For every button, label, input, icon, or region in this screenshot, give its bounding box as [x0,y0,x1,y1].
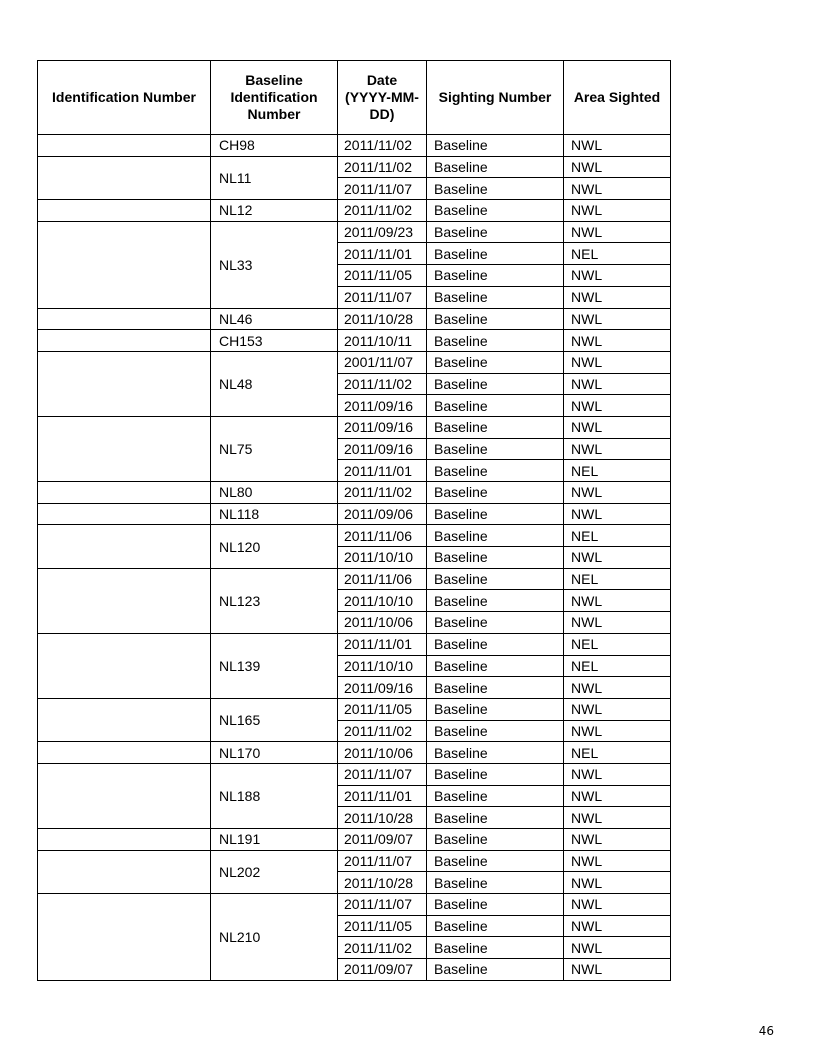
date-cell: 2011/11/05 [338,265,427,287]
area-sighted-cell: NWL [564,612,671,634]
baseline-id-cell: NL123 [211,568,338,633]
identification-number-cell [38,763,211,828]
date-cell: 2011/10/10 [338,547,427,569]
date-cell: 2011/11/02 [338,937,427,959]
date-cell: 2011/11/02 [338,135,427,157]
sighting-number-cell: Baseline [427,395,564,417]
date-cell: 2011/09/07 [338,829,427,851]
table-row [38,829,671,851]
date-cell: 2011/11/02 [338,200,427,222]
sighting-number-cell: Baseline [427,525,564,547]
baseline-id-cell: NL33 [211,221,338,308]
sighting-number-cell: Baseline [427,200,564,222]
date-cell: 2011/11/02 [338,482,427,504]
sighting-number-cell: Baseline [427,135,564,157]
table-row [38,135,671,157]
baseline-id-cell: NL210 [211,894,338,981]
baseline-id-cell: NL80 [211,482,338,504]
sighting-number-cell: Baseline [427,720,564,742]
sighting-number-cell: Baseline [427,547,564,569]
area-sighted-cell: NWL [564,720,671,742]
date-cell: 2011/10/06 [338,742,427,764]
sighting-number-cell: Baseline [427,959,564,981]
sighting-number-cell: Baseline [427,612,564,634]
area-sighted-cell: NEL [564,460,671,482]
area-sighted-cell: NWL [564,395,671,417]
date-cell: 2011/09/16 [338,677,427,699]
date-cell: 2011/10/11 [338,330,427,352]
date-cell: 2011/11/02 [338,720,427,742]
area-sighted-cell: NEL [564,243,671,265]
area-sighted-cell: NWL [564,156,671,178]
area-sighted-cell: NEL [564,633,671,655]
table-row [38,633,671,655]
table-row [38,503,671,525]
sighting-number-cell: Baseline [427,243,564,265]
identification-number-cell [38,698,211,741]
area-sighted-cell: NWL [564,416,671,438]
area-sighted-cell: NWL [564,438,671,460]
area-sighted-cell: NWL [564,547,671,569]
identification-number-cell [38,894,211,981]
identification-number-cell [38,221,211,308]
area-sighted-cell: NWL [564,286,671,308]
baseline-id-cell: CH98 [211,135,338,157]
sighting-number-cell: Baseline [427,416,564,438]
area-sighted-cell: NWL [564,308,671,330]
sighting-number-cell: Baseline [427,698,564,720]
identification-number-cell [38,742,211,764]
date-cell: 2011/09/16 [338,416,427,438]
baseline-id-cell: NL202 [211,850,338,893]
baseline-id-cell: NL120 [211,525,338,568]
baseline-id-cell: NL11 [211,156,338,199]
area-sighted-cell: NEL [564,525,671,547]
date-cell: 2011/09/06 [338,503,427,525]
baseline-id-cell: NL170 [211,742,338,764]
date-cell: 2011/09/23 [338,221,427,243]
area-sighted-cell: NWL [564,698,671,720]
table-row [38,308,671,330]
identification-number-cell [38,525,211,568]
sighting-number-cell: Baseline [427,655,564,677]
date-cell: 2011/11/07 [338,286,427,308]
sighting-number-cell: Baseline [427,351,564,373]
area-sighted-cell: NWL [564,872,671,894]
area-sighted-cell: NWL [564,221,671,243]
identification-number-cell [38,200,211,222]
date-cell: 2011/11/07 [338,178,427,200]
sighting-number-cell: Baseline [427,807,564,829]
baseline-id-cell: NL12 [211,200,338,222]
date-cell: 2011/11/02 [338,373,427,395]
area-sighted-cell: NWL [564,482,671,504]
sighting-number-cell: Baseline [427,785,564,807]
header-area-sighted: Area Sighted [564,61,671,135]
identification-number-cell [38,829,211,851]
area-sighted-cell: NWL [564,829,671,851]
sighting-number-cell: Baseline [427,221,564,243]
area-sighted-cell: NWL [564,590,671,612]
table-row [38,742,671,764]
area-sighted-cell: NWL [564,265,671,287]
date-cell: 2011/10/10 [338,655,427,677]
baseline-id-cell: NL48 [211,351,338,416]
sighting-number-cell: Baseline [427,829,564,851]
sighting-number-cell: Baseline [427,265,564,287]
date-cell: 2011/11/01 [338,633,427,655]
area-sighted-cell: NWL [564,763,671,785]
table-row [38,850,671,872]
area-sighted-cell: NWL [564,373,671,395]
identification-number-cell [38,156,211,199]
date-cell: 2011/11/01 [338,785,427,807]
area-sighted-cell: NWL [564,135,671,157]
baseline-id-cell: CH153 [211,330,338,352]
area-sighted-cell: NWL [564,351,671,373]
baseline-id-cell: NL188 [211,763,338,828]
sighting-number-cell: Baseline [427,308,564,330]
date-cell: 2011/11/06 [338,525,427,547]
sighting-number-cell: Baseline [427,633,564,655]
page-number: 46 [758,1024,774,1038]
sighting-number-cell: Baseline [427,677,564,699]
header-baseline-identification-number: Baseline Identification Number [211,61,338,135]
baseline-id-cell: NL46 [211,308,338,330]
date-cell: 2011/11/02 [338,156,427,178]
table-row [38,698,671,720]
area-sighted-cell: NEL [564,655,671,677]
date-cell: 2011/11/07 [338,850,427,872]
baseline-id-cell: NL75 [211,416,338,481]
area-sighted-cell: NEL [564,568,671,590]
area-sighted-cell: NWL [564,915,671,937]
area-sighted-cell: NWL [564,330,671,352]
area-sighted-cell: NWL [564,178,671,200]
baseline-id-cell: NL165 [211,698,338,741]
date-cell: 2011/10/06 [338,612,427,634]
date-cell: 2011/10/28 [338,308,427,330]
date-cell: 2001/11/07 [338,351,427,373]
table-header [38,61,671,135]
table-row [38,416,671,438]
area-sighted-cell: NWL [564,807,671,829]
header-date: Date (YYYY-MM-DD) [338,61,427,135]
date-cell: 2011/11/07 [338,894,427,916]
area-sighted-cell: NWL [564,785,671,807]
identification-number-cell [38,633,211,698]
table-row [38,482,671,504]
date-cell: 2011/11/01 [338,243,427,265]
date-cell: 2011/10/28 [338,807,427,829]
sightings-table [37,60,671,981]
area-sighted-cell: NWL [564,503,671,525]
sighting-number-cell: Baseline [427,915,564,937]
header-row [38,61,671,135]
table-row [38,221,671,243]
sighting-number-cell: Baseline [427,330,564,352]
header-identification-number: Identification Number [38,61,211,135]
baseline-id-cell: NL139 [211,633,338,698]
identification-number-cell [38,503,211,525]
date-cell: 2011/11/07 [338,763,427,785]
date-cell: 2011/09/07 [338,959,427,981]
area-sighted-cell: NWL [564,937,671,959]
sighting-number-cell: Baseline [427,894,564,916]
date-cell: 2011/10/28 [338,872,427,894]
date-cell: 2011/10/10 [338,590,427,612]
sighting-number-cell: Baseline [427,482,564,504]
date-cell: 2011/11/01 [338,460,427,482]
identification-number-cell [38,416,211,481]
date-cell: 2011/11/06 [338,568,427,590]
table-row [38,200,671,222]
identification-number-cell [38,850,211,893]
area-sighted-cell: NWL [564,894,671,916]
identification-number-cell [38,135,211,157]
sighting-number-cell: Baseline [427,937,564,959]
table-row [38,568,671,590]
sighting-number-cell: Baseline [427,438,564,460]
identification-number-cell [38,330,211,352]
sighting-number-cell: Baseline [427,178,564,200]
date-cell: 2011/11/05 [338,915,427,937]
table-body [38,135,671,981]
sighting-number-cell: Baseline [427,850,564,872]
table-row [38,351,671,373]
sighting-number-cell: Baseline [427,460,564,482]
baseline-id-cell: NL191 [211,829,338,851]
sighting-number-cell: Baseline [427,156,564,178]
identification-number-cell [38,308,211,330]
sighting-number-cell: Baseline [427,286,564,308]
sighting-number-cell: Baseline [427,590,564,612]
identification-number-cell [38,482,211,504]
table-row [38,894,671,916]
identification-number-cell [38,351,211,416]
sighting-number-cell: Baseline [427,373,564,395]
sighting-number-cell: Baseline [427,503,564,525]
date-cell: 2011/09/16 [338,395,427,417]
area-sighted-cell: NWL [564,850,671,872]
table-row [38,156,671,178]
area-sighted-cell: NEL [564,742,671,764]
sighting-number-cell: Baseline [427,763,564,785]
area-sighted-cell: NWL [564,200,671,222]
date-cell: 2011/09/16 [338,438,427,460]
date-cell: 2011/11/05 [338,698,427,720]
area-sighted-cell: NWL [564,959,671,981]
header-sighting-number: Sighting Number [427,61,564,135]
table-row [38,525,671,547]
identification-number-cell [38,568,211,633]
sighting-number-cell: Baseline [427,742,564,764]
table-row [38,330,671,352]
table-row [38,763,671,785]
sighting-number-cell: Baseline [427,568,564,590]
sighting-number-cell: Baseline [427,872,564,894]
area-sighted-cell: NWL [564,677,671,699]
baseline-id-cell: NL118 [211,503,338,525]
